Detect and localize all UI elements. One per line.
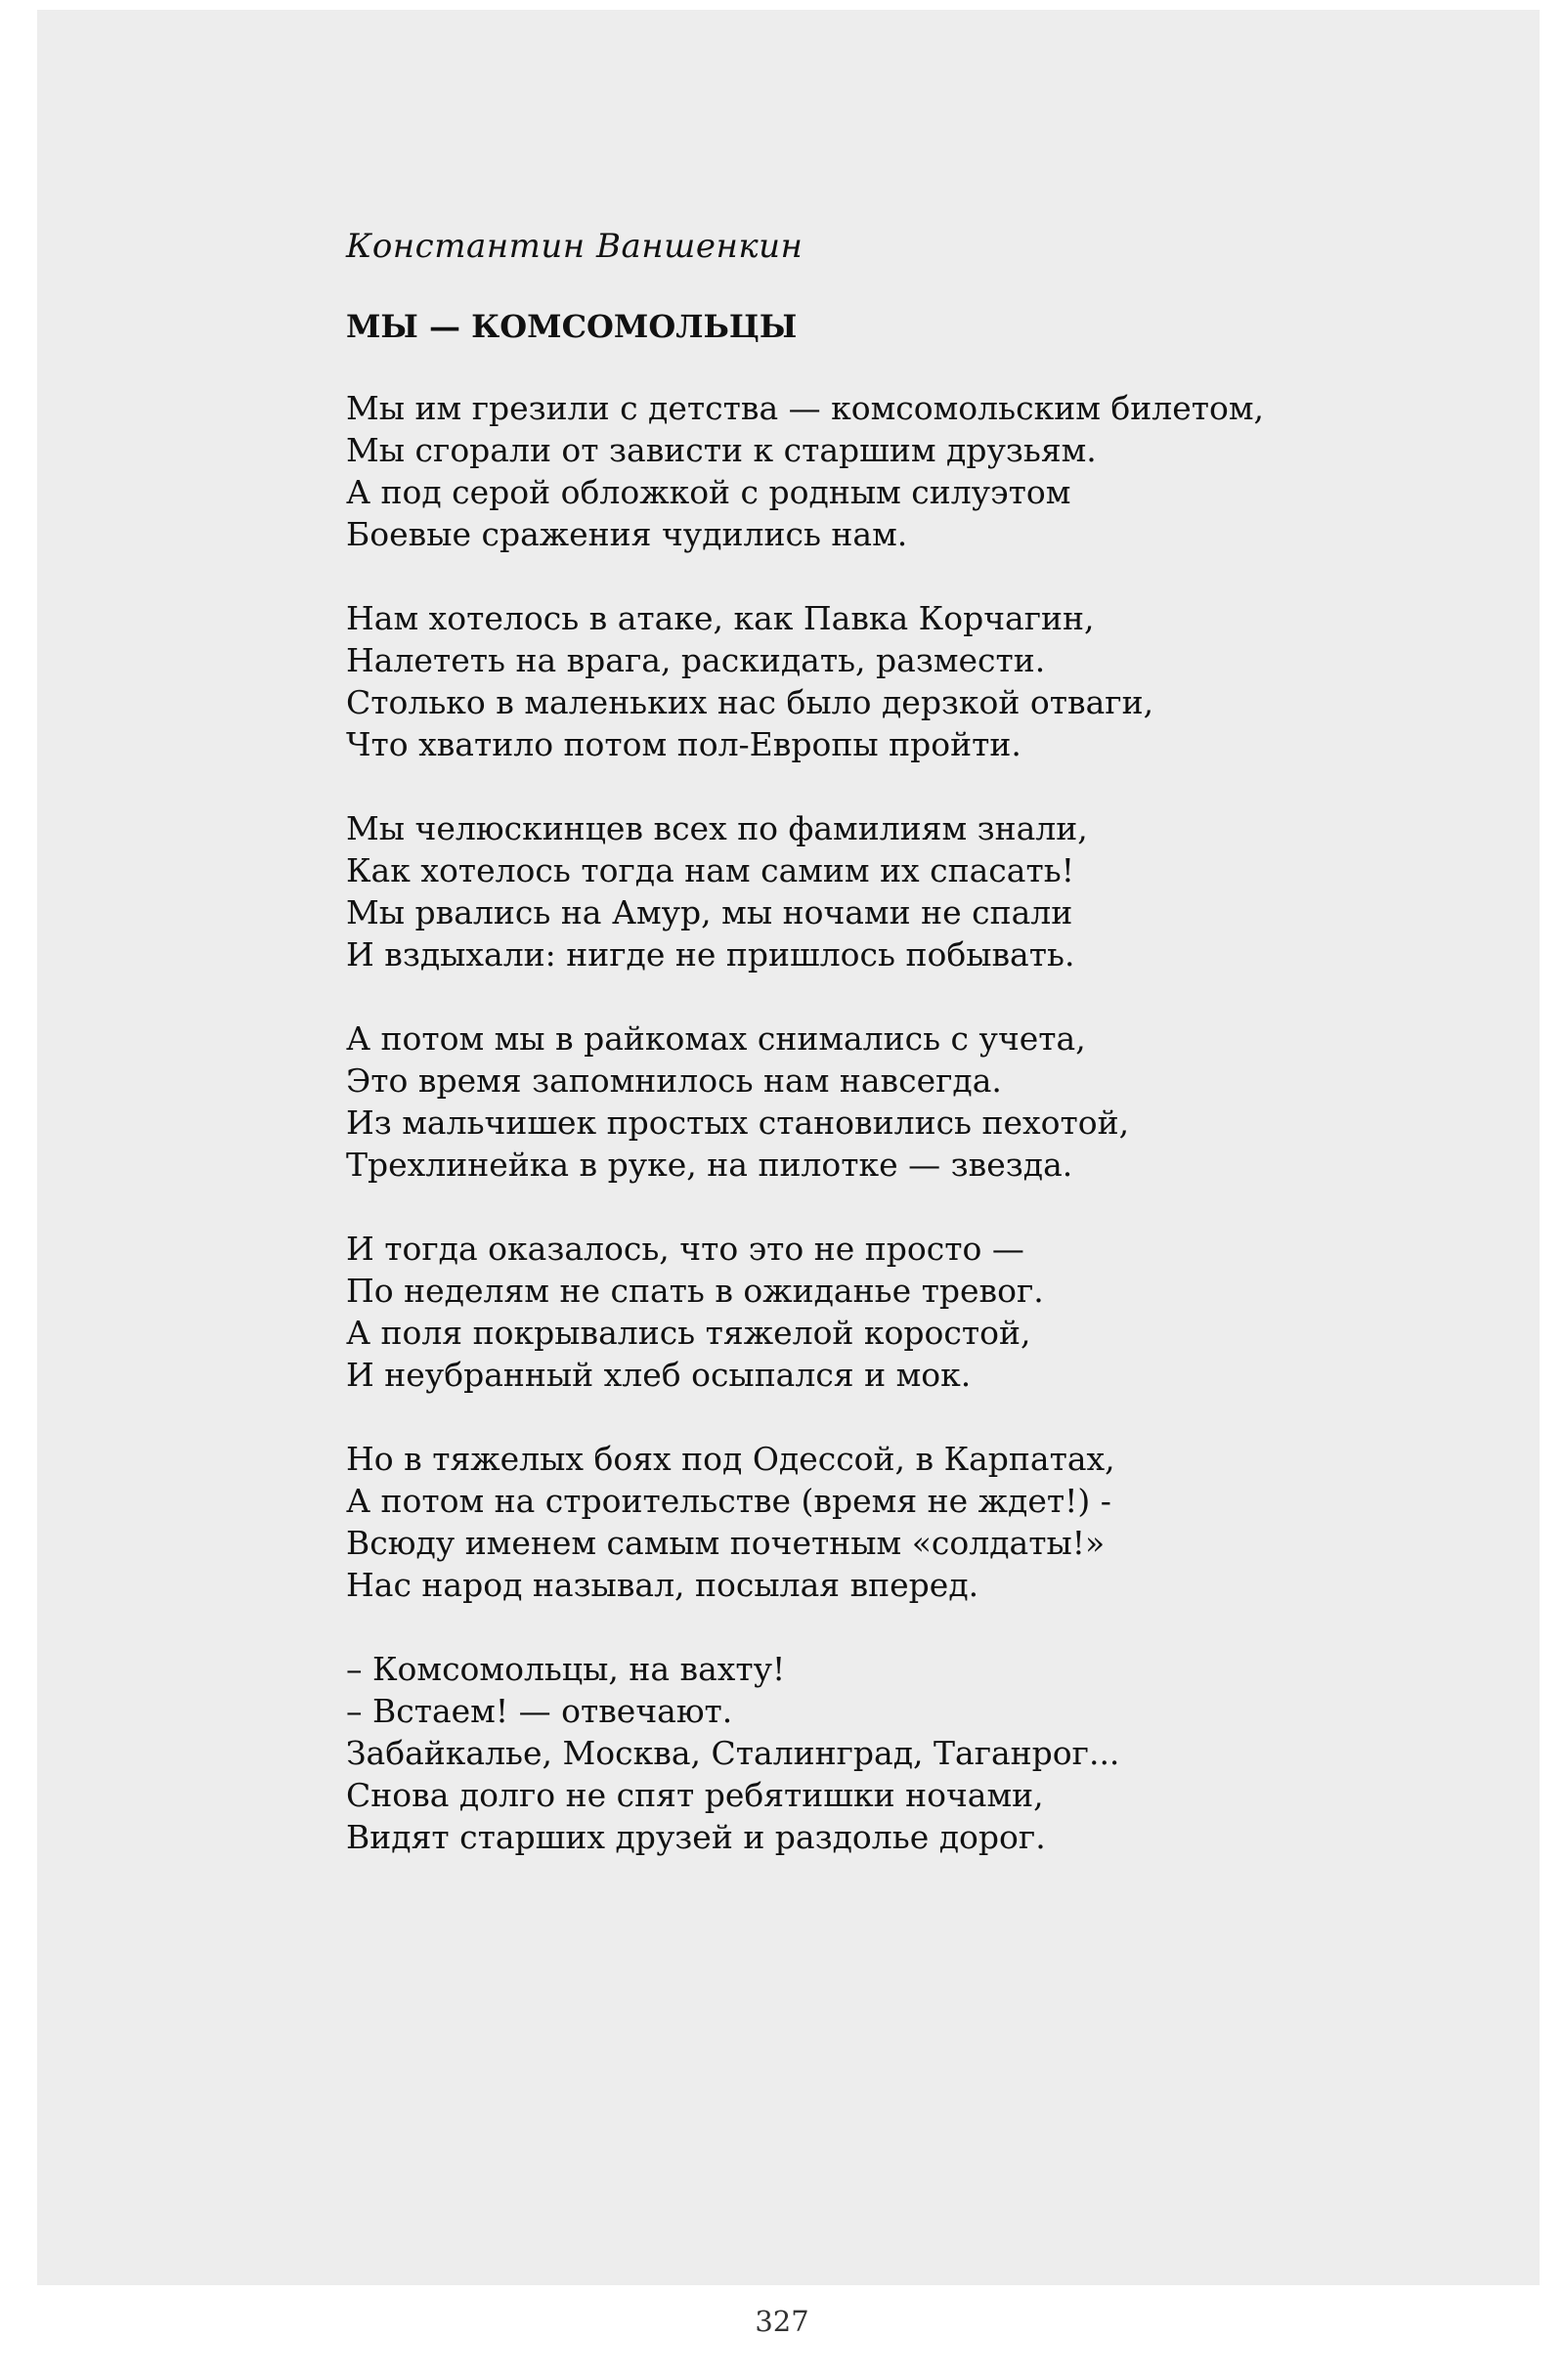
stanza-5 — [346, 1228, 1421, 1396]
poem-line: Налететь на врага, раскидать, размести. — [346, 641, 1046, 679]
poem-line: Всюду именем самым почетным «солдаты!» — [346, 1524, 1106, 1562]
poem-line: – Встаем! — отвечают. — [346, 1692, 733, 1730]
poem-line: Мы сгорали от зависти к старшим друзьям. — [346, 431, 1097, 469]
poem-line: А потом мы в райкомах снимались с учета, — [346, 1019, 1086, 1058]
stanza-4 — [346, 1017, 1421, 1186]
poem-line: Что хватило потом пол-Европы пройти. — [346, 725, 1021, 763]
stanza-6 — [346, 1438, 1421, 1606]
poem-line: Нам хотелось в атаке, как Павка Корчагин, — [346, 599, 1095, 637]
poem-line: Забайкалье, Москва, Сталинград, Таганрог... — [346, 1734, 1120, 1772]
poem-line: Столько в маленьких нас было дерзкой отваги, — [346, 683, 1154, 721]
poem-line: И вздыхали: нигде не пришлось побывать. — [346, 935, 1075, 974]
poem-block — [346, 225, 1421, 1858]
poem-line: Мы челюскинцев всех по фамилиям знали, — [346, 809, 1088, 847]
poem-line: – Комсомольцы, на вахту! — [346, 1650, 786, 1688]
poem-line: Трехлинейка в руке, на пилотке — звезда. — [346, 1146, 1073, 1184]
poem-line: Видят старших друзей и раздолье дорог. — [346, 1818, 1046, 1856]
stanza-1 — [346, 387, 1421, 555]
poem-line: А потом на строительстве (время не ждет!) - — [346, 1482, 1111, 1520]
poem-line: Мы рвались на Амур, мы ночами не спали — [346, 893, 1073, 931]
poem-line: А под серой обложкой с родным силуэтом — [346, 473, 1071, 511]
author-name: Константин Ваншенкин — [346, 227, 804, 266]
poem-line: Как хотелось тогда нам самим их спасать! — [346, 851, 1074, 889]
stanza-7 — [346, 1648, 1421, 1858]
poem-line: Боевые сражения чудились нам. — [346, 515, 908, 553]
poem-line: А поля покрывались тяжелой коростой, — [346, 1314, 1031, 1352]
poem-line: И тогда оказалось, что это не просто — — [346, 1230, 1024, 1268]
poem-line: Нас народ называл, посылая вперед. — [346, 1566, 979, 1604]
poem-line: Снова долго не спят ребятишки ночами, — [346, 1776, 1044, 1814]
poem-line: По неделям не спать в ожиданье тревог. — [346, 1272, 1044, 1310]
stanza-2 — [346, 597, 1421, 765]
poem-line: И неубранный хлеб осыпался и мок. — [346, 1356, 972, 1394]
poem-line: Из мальчишек простых становились пехотой, — [346, 1103, 1130, 1142]
stanza-3 — [346, 807, 1421, 975]
poem-line: Это время запомнилось нам навсегда. — [346, 1061, 1002, 1100]
poem-line: Но в тяжелых боях под Одессой, в Карпатах, — [346, 1440, 1115, 1478]
page-number: 327 — [755, 2305, 809, 2338]
poem-title: МЫ — КОМСОМОЛЬЦЫ — [346, 308, 798, 345]
poem-line: Мы им грезили с детства — комсомольским билетом, — [346, 389, 1265, 427]
